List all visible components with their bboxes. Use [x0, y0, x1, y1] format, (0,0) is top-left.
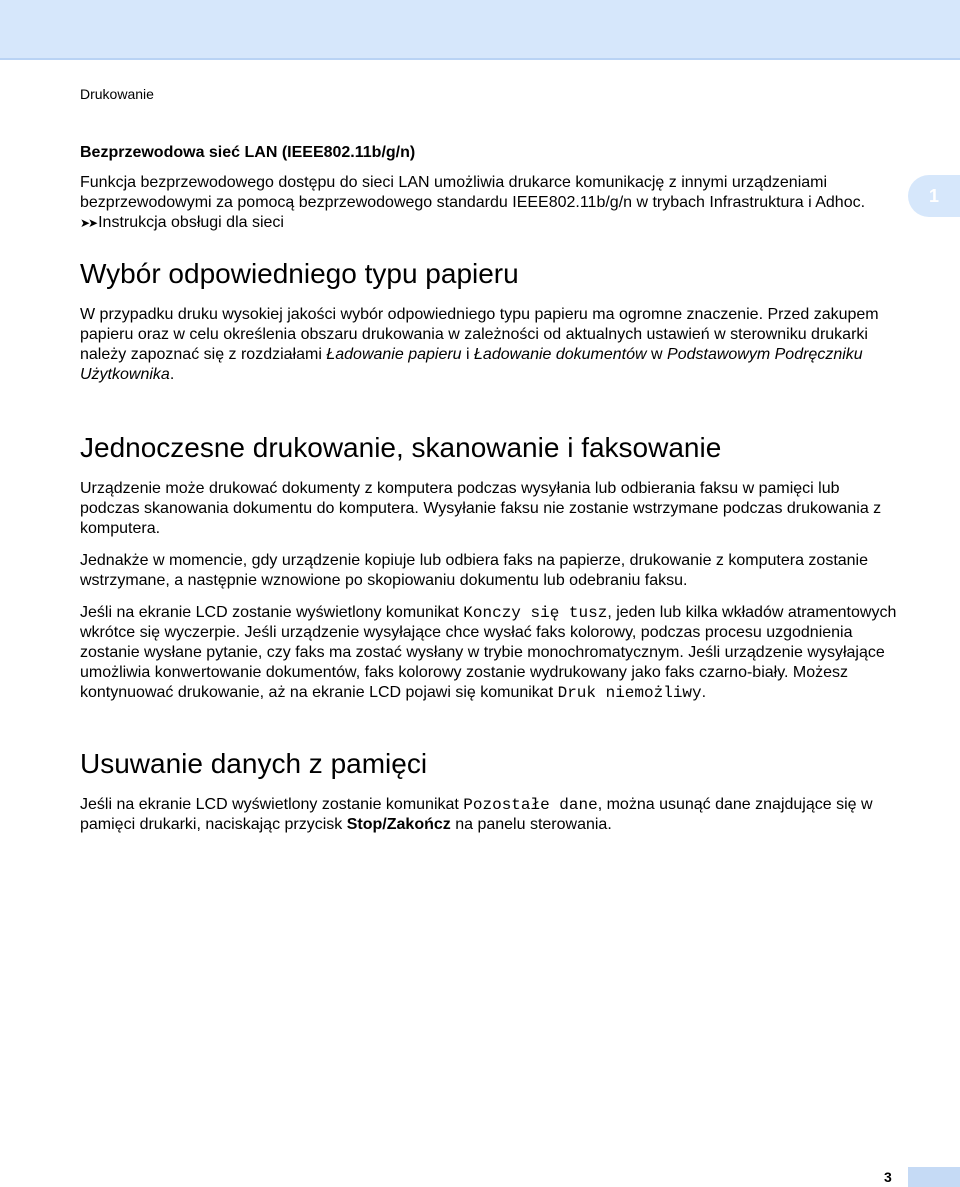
jednoczesne-text-c: . [701, 684, 707, 701]
lcd-message-print-unable: Druk niemożliwy [557, 684, 702, 702]
stop-exit-key: Stop/Zakończ [346, 816, 451, 833]
usuwanie-text-b: , można usunąć dane znajdujące się w pamięci drukarki, naciskając przycisk [80, 796, 873, 833]
usuwanie-paragraph [80, 795, 900, 835]
papier-text-a: W przypadku druku wysokiej jakości wybór odpowiedniego typu papieru ma ogromne znaczenie. Przed zakupem papieru oraz w celu określenia obszaru drukowania w zależności od aktualnych ustawień w sterowniku drukarki należy zapoznać się z rozdziałami [80, 306, 879, 363]
network-guide-link[interactable]: Instrukcja obsługi dla sieci [98, 214, 284, 231]
papier-text-d: . [169, 366, 175, 383]
jednoczesne-paragraph-1: Urządzenie może drukować dokumenty z komputera podczas wysyłania lub odbierania faksu w pamięci lub podczas skanowania dokumentu do komputera. Wysyłanie faksu nie zostanie wstrzymane podczas drukowania z komputera. [80, 480, 882, 537]
usuwanie-text-c: na panelu sterowania. [450, 816, 612, 833]
section-title-usuwanie: Usuwanie danych z pamięci [80, 748, 428, 779]
papier-paragraph [80, 305, 900, 385]
ref-podrecznik: Podstawowym Podręczniku Użytkownika [80, 346, 863, 383]
double-arrow-icon: ➤➤ [80, 216, 97, 230]
running-header: Drukowanie [80, 86, 154, 102]
lcd-message-ink-low: Konczy się tusz [463, 604, 608, 622]
wlan-paragraph [80, 173, 900, 233]
jednoczesne-paragraph-2: Jednakże w momencie, gdy urządzenie kopiuje lub odbiera faks na papierze, drukowanie z komputera zostanie wstrzymane, a następnie wznowione po skopiowaniu dokumentu lub odebraniu faksu. [80, 552, 869, 589]
section-title-papier: Wybór odpowiedniego typu papieru [80, 258, 519, 289]
ref-ladowanie-papieru: Ładowanie papieru [326, 346, 462, 363]
page-content [80, 143, 900, 847]
page-tab [908, 1167, 960, 1187]
jednoczesne-paragraph-3 [80, 603, 900, 703]
wlan-heading: Bezprzewodowa sieć LAN (IEEE802.11b/g/n) [80, 144, 416, 161]
papier-text-c: w [646, 346, 668, 363]
usuwanie-text-a: Jeśli na ekranie LCD wyświetlony zostanie komunikat [80, 796, 464, 813]
page-number: 3 [884, 1169, 892, 1185]
chapter-tab [908, 175, 960, 217]
chapter-number: 1 [928, 185, 939, 206]
jednoczesne-text-a: Jeśli na ekranie LCD zostanie wyświetlony komunikat [80, 604, 464, 621]
section-title-jednoczesne: Jednoczesne drukowanie, skanowanie i faksowanie [80, 432, 722, 463]
ref-ladowanie-dokumentow: Ładowanie dokumentów [474, 346, 647, 363]
lcd-message-remaining-data: Pozostałe dane [463, 796, 598, 814]
top-band [0, 0, 960, 60]
wlan-text: Funkcja bezprzewodowego dostępu do sieci LAN umożliwia drukarce komunikację z innymi urządzeniami bezprzewodowymi za pomocą bezprzewodowego standardu IEEE802.11b/g/n w trybach Infrastruktura i Adhoc. [80, 174, 866, 211]
jednoczesne-text-b: , jeden lub kilka wkładów atramentowych wkrótce się wyczerpie. Jeśli urządzenie wysyłające chce wysłać faks kolorowy, podczas procesu uzgodnienia zostanie wysłane pytanie, czy faks ma zostać wysłany w trybie monochromatycznym. Jeśli urządzenie wysyłające umożliwia konwertowanie dokumentów, faks kolorowy zostanie wydrukowany jako faks czarno-biały. Możesz kontynuować drukowanie, aż na ekranie LCD pojawi się komunikat [80, 604, 897, 701]
papier-text-b: i [461, 346, 475, 363]
